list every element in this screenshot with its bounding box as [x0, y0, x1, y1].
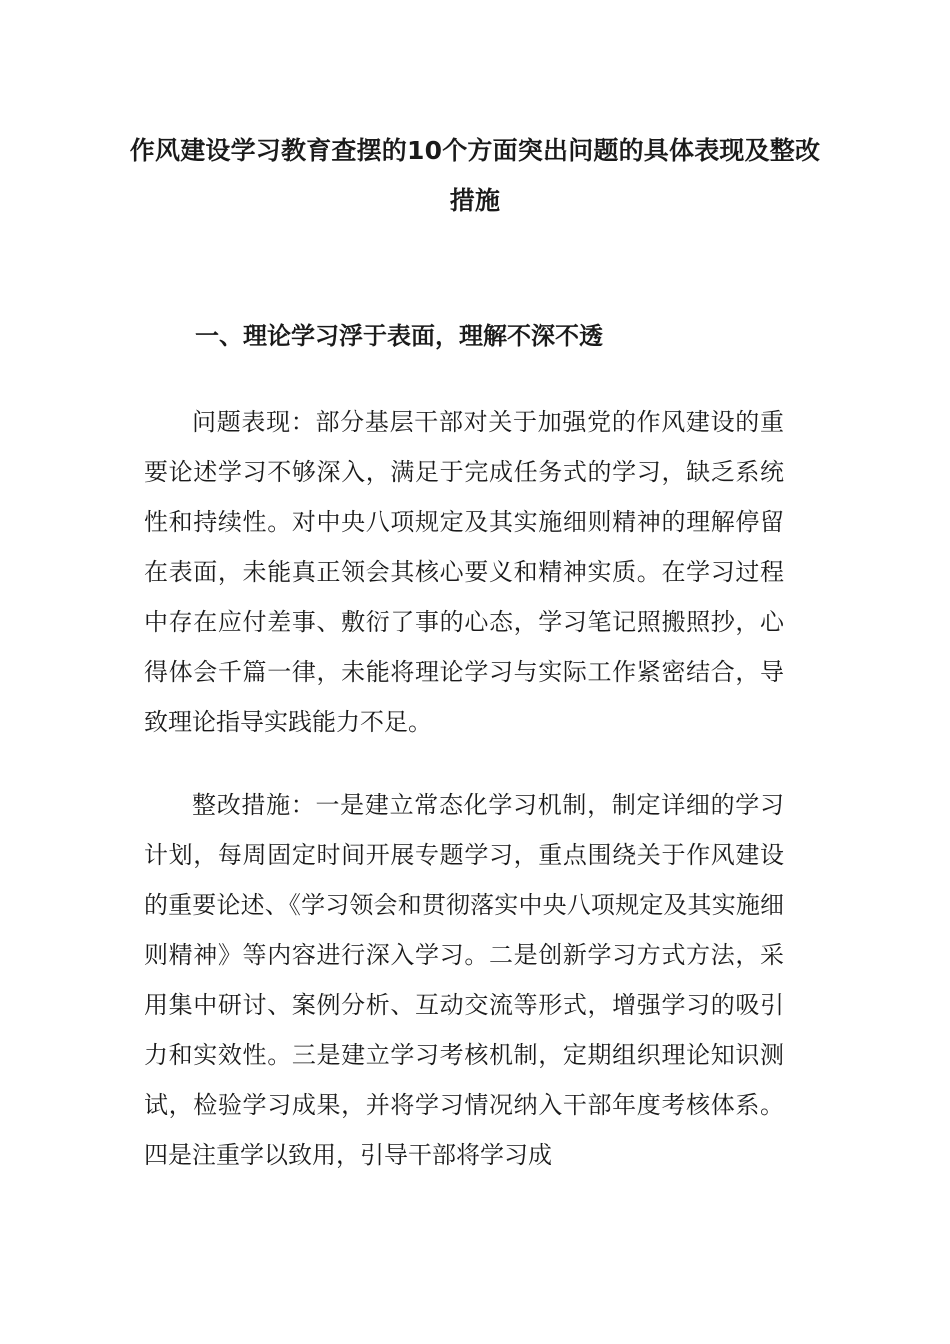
section-heading: 一、理论学习浮于表面，理解不深不透 [195, 322, 603, 350]
document-title: 作风建设学习教育查摆的10个方面突出问题的具体表现及整改措施 [129, 136, 821, 215]
problem-paragraph: 问题表现：部分基层干部对关于加强党的作风建设的重要论述学习不够深入，满足于完成任务式的学习，缺乏系统性和持续性。对中央八项规定及其实施细则精神的理解停留在表面，未能真正领会其核心要义和精神实质。在学习过程中存在应付差事、敷衍了事的心态，学习笔记照搬照抄，心得体会千篇一律，未能将理论学习与实际工作紧密结合，导致理论指导实践能力不足。 [144, 408, 784, 736]
measures-paragraph: 整改措施：一是建立常态化学习机制，制定详细的学习计划，每周固定时间开展专题学习，重点围绕关于作风建设的重要论述、《学习领会和贯彻落实中央八项规定及其实施细则精神》等内容进行深入学习。二是创新学习方式方法，采用集中研讨、案例分析、互动交流等形式，增强学习的吸引力和实效性。三是建立学习考核机制，定期组织理论知识测试，检验学习成果，并将学习情况纳入干部年度考核体系。四是注重学以致用，引导干部将学习成 [144, 791, 784, 1169]
